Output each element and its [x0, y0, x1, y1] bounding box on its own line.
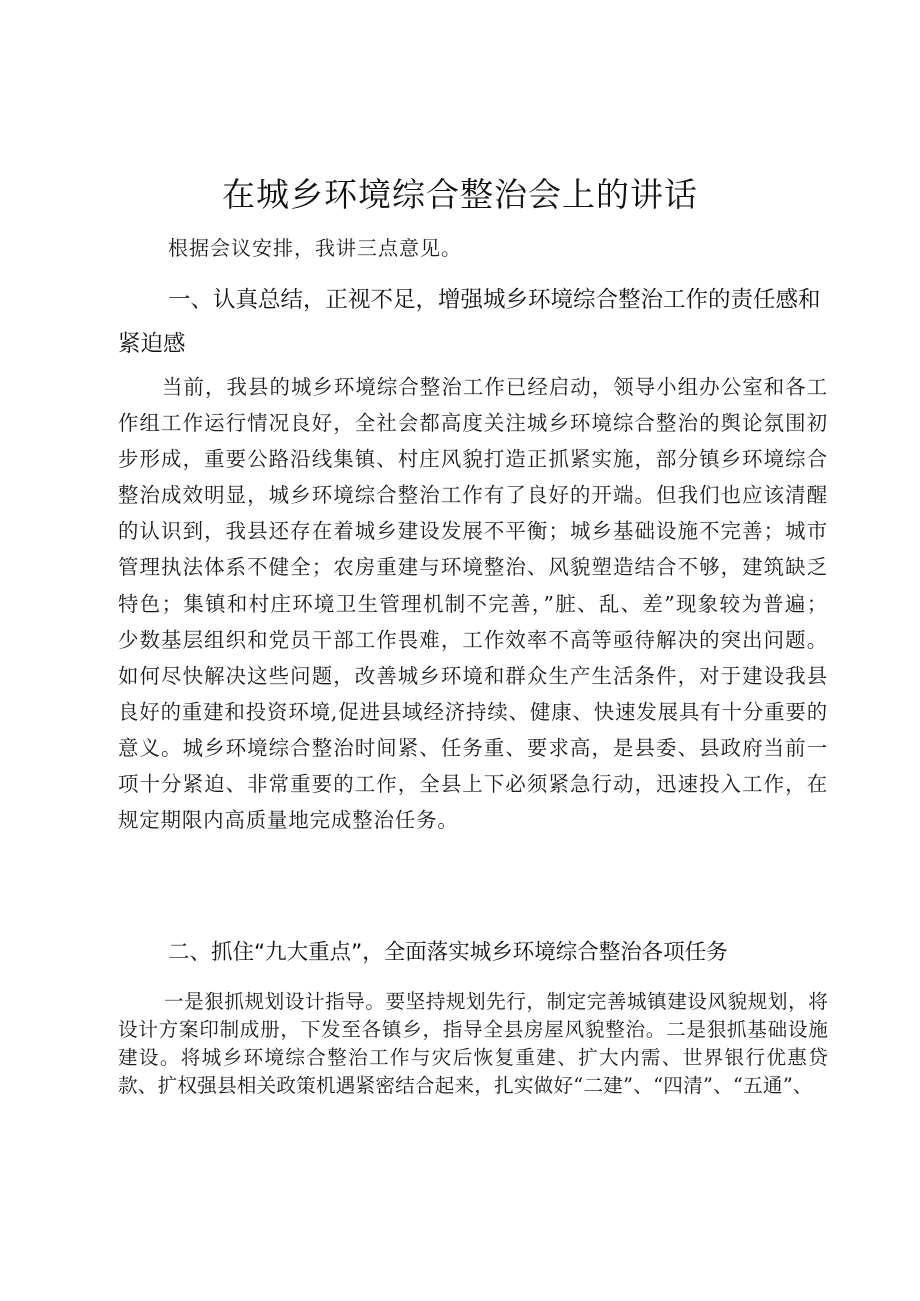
section-1-heading: 一、认真总结，正视不足，增强城乡环境综合整治工作的责任感和紧迫感 [118, 287, 821, 357]
section-2-heading: 二、抓住“九大重点”，全面落实城乡环境综合整治各项任务 [168, 940, 728, 965]
document-title: 在城乡环境综合整治会上的讲话 [222, 175, 698, 214]
section-2-body: 一是狠抓规划设计指导。要坚持规划先行，制定完善城镇建设风貌规划，将设计方案印制成册，下发至各镇乡，指导全县房屋风貌整治。二是狠抓基础设施建设。将城乡环境综合整治工作与灾后恢复重建、扩大内需、世界银行优惠贷款、扩权强县相关政策机遇紧密结合起来，扎实做好“二建”、“四清”、“五通”、 [118, 990, 828, 1097]
section-1-body: 当前，我县的城乡环境综合整治工作已经启动，领导小组办公室和各工作组工作运行情况良好，全社会都高度关注城乡环境综合整治的舆论氛围初步形成，重要公路沿线集镇、村庄风貌打造正抓紧实施，部分镇乡环境综合整治成效明显，城乡环境综合整治工作有了良好的开端。但我们也应该清醒的认识到，我县还存在着城乡建设发展不平衡；城乡基础设施不完善；城市管理执法体系不健全；农房重建与环境整治、风貌塑造结合不够，建筑缺乏特色；集镇和村庄环境卫生管理机制不完善，”脏、乱、差”现象较为普遍；少数基层组织和党员干部工作畏难，工作效率不高等亟待解决的突出问题。如何尽快解决这些问题，改善城乡环境和群众生产生活条件，对于建设我县良好的重建和投资环境,促进县域经济持续、健康、快速发展具有十分重要的意义。城乡环境综合整治时间紧、任务重、要求高，是县委、县政府当前一项十分紧迫、非常重要的工作，全县上下必须紧急行动，迅速投入工作，在规定期限内高质量地完成整治任务。 [118, 375, 828, 833]
intro-paragraph: 根据会议安排，我讲三点意见。 [168, 236, 462, 260]
